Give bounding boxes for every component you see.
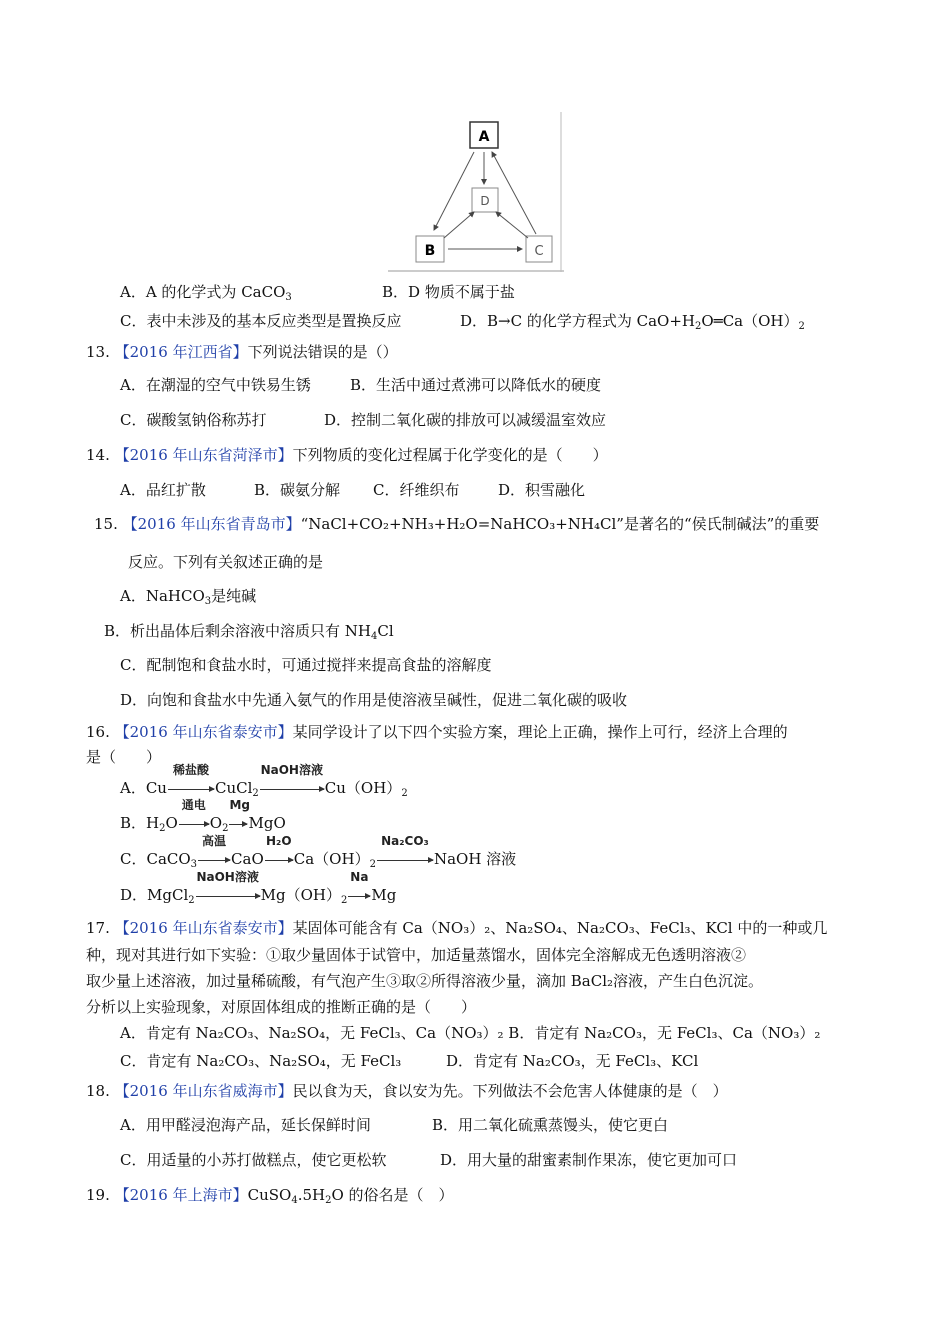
q13-option-b: B．生活中通过煮沸可以降低水的硬度 [350, 376, 602, 394]
q18-option-a: A．用甲醛浸泡海产品，延长保鲜时间 [120, 1116, 371, 1134]
q15-option-d: D．向饱和食盐水中先通入氨气的作用是使溶液呈碱性，促进二氧化碳的吸收 [120, 691, 628, 709]
arrow-a-to-b [434, 152, 474, 230]
question-17-source: 【2016 年山东省泰安市】 [114, 919, 293, 937]
question-17-stem-line2: 种，现对其进行如下实验：①取少量固体于试管中，加适量蒸馏水，固体完全溶解成无色透明溶液② [86, 946, 747, 964]
question-13: 13. 【2016 年江西省】下列说法错误的是（） [86, 343, 398, 361]
q13-option-a: A．在潮湿的空气中铁易生锈 [120, 376, 311, 394]
question-17-stem-line4: 分析以上实验现象，对原固体组成的推断正确的是（ ） [86, 998, 477, 1016]
q13-option-d: D．控制二氧化碳的排放可以减缓温室效应 [324, 411, 607, 429]
question-17-stem-line3: 取少量上述溶液，加过量稀硫酸，有气泡产生③取②所得溶液少量，滴加 BaCl₂溶液，产生白色沉淀。 [86, 972, 764, 990]
node-a-label: A [478, 129, 490, 145]
question-15-stem-cont: 反应。下列有关叙述正确的是 [128, 553, 324, 571]
arrow-reagent: H₂O [265, 848, 293, 870]
arrow-reagent: 通电 [179, 812, 209, 834]
q13-option-c: C．碳酸氢钠俗称苏打 [120, 411, 267, 429]
question-16-stem-cont: 是（ ） [86, 748, 162, 766]
arrow-reagent: Na₂CO₃ [377, 848, 433, 870]
node-c-label: C [534, 244, 544, 259]
q16-option-b: B．$H_2O$ 通电 $O_2$ Mg MgO [120, 798, 286, 834]
question-13-source: 【2016 年江西省】 [114, 343, 248, 361]
q17-option-d: D．肯定有 Na₂CO₃，无 FeCl₃、KCl [446, 1052, 699, 1070]
q15-option-b: B．析出晶体后剩余溶液中溶质只有 $NH_4Cl$ [104, 622, 394, 642]
question-18: 18. 【2016 年山东省威海市】民以食为天，食以安为先。下列做法不会危害人体健康的是（ ） [86, 1082, 728, 1100]
q14-option-d: D．积雪融化 [498, 481, 586, 499]
q17-option-c: C．肯定有 Na₂CO₃、Na₂SO₄，无 FeCl₃ [120, 1052, 402, 1070]
q18-option-c: C．用适量的小苏打做糕点，使它更松软 [120, 1151, 387, 1169]
q15-option-a: A．NaHCO$_3$是纯碱 [120, 587, 257, 607]
reaction-diagram [388, 112, 564, 274]
q17-options-ab: A．肯定有 Na₂CO₃、Na₂SO₄，无 FeCl₃、Ca（NO₃）₂ B．肯定有 Na₂CO₃，无 FeCl₃、Ca（NO₃）₂ [120, 1024, 821, 1042]
question-15: 15. 【2016 年山东省青岛市】“NaCl+CO₂+NH₃+H₂O=NaHCO₃+NH₄Cl”是著名的“侯氏制碱法”的重要 [94, 515, 820, 533]
q16-option-a: A．Cu 稀盐酸 CuCl$_2$ NaOH溶液 $Cu(OH)_2$ [120, 763, 408, 799]
q14-option-b: B．碳氨分解 [254, 481, 341, 499]
question-14: 14. 【2016 年山东省菏泽市】下列物质的变化过程属于化学变化的是（ ） [86, 446, 608, 464]
question-16: 16. 【2016 年山东省泰安市】某同学设计了以下四个实验方案，理论上正确，操作上可行，经济上合理的 [86, 723, 788, 741]
question-15-source: 【2016 年山东省青岛市】 [122, 515, 301, 533]
q18-option-b: B．用二氧化硫熏蒸馒头，使它更白 [432, 1116, 669, 1134]
arrow-reagent: Na [348, 884, 370, 906]
q14-option-a: A．品红扩散 [120, 481, 206, 499]
question-19-source: 【2016 年上海市】 [114, 1186, 248, 1204]
q18-option-d: D．用大量的甜蜜素制作果冻，使它更加可口 [440, 1151, 738, 1169]
q12-option-a: A．A 的化学式为 CaCO$_3$ [120, 283, 292, 303]
question-14-source: 【2016 年山东省菏泽市】 [114, 446, 293, 464]
arrow-reagent: Mg [229, 812, 247, 834]
q16-option-d: D．MgCl$_2$ NaOH溶液 $Mg(OH)_2$ Na Mg [120, 870, 397, 906]
arrow-c-to-a [492, 152, 536, 234]
q16-option-c: C．CaCO$_3$ 高温 CaO H₂O $Ca(OH)_2$ Na₂CO₃ NaOH 溶液 [120, 834, 517, 870]
arrow-b-to-d [444, 212, 474, 238]
node-b-label: B [424, 243, 436, 259]
question-16-source: 【2016 年山东省泰安市】 [114, 723, 293, 741]
q12-option-b: B．D 物质不属于盐 [382, 283, 515, 301]
arrow-reagent: 稀盐酸 [168, 777, 214, 799]
arrow-reagent: 高温 [198, 848, 230, 870]
q14-option-c: C．纤维织布 [373, 481, 460, 499]
q12-option-d: D．B→C 的化学方程式为 $CaO+H_2O═Ca(OH)_2$ [460, 312, 805, 332]
q12-option-c: C．表中未涉及的基本反应类型是置换反应 [120, 312, 402, 330]
question-19: 19. 【2016 年上海市】$CuSO_4.5H_2O$ 的俗名是（ ） [86, 1186, 454, 1206]
arrow-reagent: NaOH溶液 [260, 777, 324, 799]
q15-option-c: C．配制饱和食盐水时，可通过搅拌来提高食盐的溶解度 [120, 656, 492, 674]
question-17: 17. 【2016 年山东省泰安市】某固体可能含有 Ca（NO₃）₂、Na₂SO₄、Na₂CO₃、FeCl₃、KCl 中的一种或几 [86, 919, 828, 937]
question-18-source: 【2016 年山东省威海市】 [114, 1082, 293, 1100]
arrow-reagent: NaOH溶液 [196, 884, 260, 906]
node-d-label: D [480, 194, 490, 208]
arrow-c-to-d [496, 212, 528, 238]
